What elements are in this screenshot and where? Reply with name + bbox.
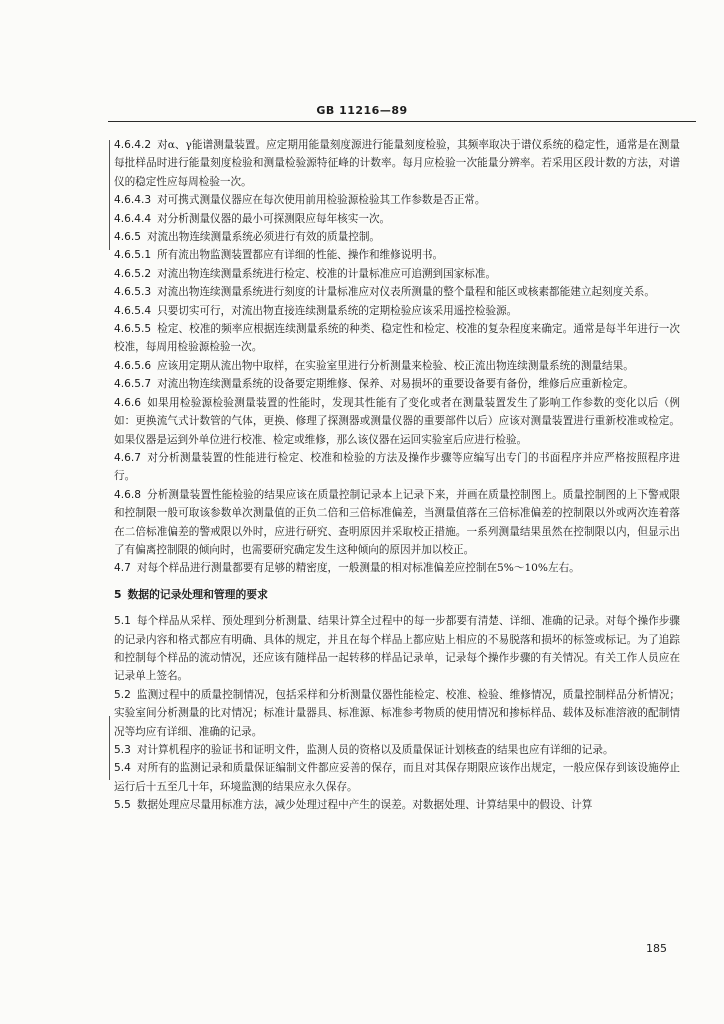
margin-scan-mark: [109, 716, 110, 780]
document-body: [114, 136, 680, 815]
page-number: 185: [646, 942, 667, 955]
paragraph-5-2: 5.2 监测过程中的质量控制情况，包括采样和分析测量仪器性能检定、校准、检验、维修情况，质量控制样品分析情况；实验室间分析测量的比对情况；标准计量器具、标准源、标准参考物质的使用情况和掺标样品、载体及标准溶液的配制情况等均应有详细、准确的记录。: [114, 688, 680, 738]
paragraph-4-6-5-1: 4.6.5.1 所有流出物监测装置都应有详细的性能、操作和维修说明书。: [114, 249, 444, 262]
paragraph-4-6-4-2: 4.6.4.2 对α、γ能谱测量装置。应定期用能量刻度源进行能量刻度检验，其频率取决于谱仪系统的稳定性，通常是在测量每批样品时进行能量刻度检验和测量检验源特征峰的计数率。每月应检验一次能量分辨率。若采用区段计数的方法，对谱仪的稳定性应每周检验一次。: [114, 139, 680, 188]
paragraph-5-4: 5.4 对所有的监测记录和质量保证编制文件都应妥善的保存，而且对其保存期限应该作出规定，一般应保存到该设施停止运行后十五至几十年，环境监测的结果应永久保存。: [114, 762, 680, 793]
paragraph-5-5: 5.5 数据处理应尽量用标准方法，减少处理过程中产生的误差。对数据处理、计算结果中的假设、计算: [114, 799, 593, 812]
paragraph-5-3: 5.3 对计算机程序的验证书和证明文件，监测人员的资格以及质量保证计划核查的结果也应有详细的记录。: [114, 744, 614, 756]
section-heading-5: 5 数据的记录处理和管理的要求: [114, 587, 268, 601]
paragraph-4-6-5-2: 4.6.5.2 对流出物连续测量系统进行检定、校准的计量标准应可追溯到国家标准。: [114, 267, 497, 280]
paragraph-4-6-5: 4.6.5 对流出物连续测量系统必须进行有效的质量控制。: [114, 231, 381, 244]
margin-scan-mark: [109, 140, 110, 250]
header-rule: [108, 121, 696, 122]
paragraph-4-6-5-7: 4.6.5.7 对流出物连续测量系统的设备要定期维修、保养、对易损坏的重要设备要有备份，维修后应重新检定。: [114, 378, 634, 391]
paragraph-4-6-6: 4.6.6 如果用检验源检验测量装置的性能时，发现其性能有了变化或者在测量装置发生了影响工作参数的变化以后（例如：更换流气式计数管的气体，更换、修理了探测器或测量仪器的重要部件以后）应该对测量装置进行重新校准或检定。如果仪器是运到外单位进行校准、检定或维修，那么该仪器在运回实验室后应进行检验。: [114, 396, 680, 446]
paragraph-4-6-4-3: 4.6.4.3 对可携式测量仪器应在每次使用前用检验源检验其工作参数是否正常。: [114, 194, 486, 207]
paragraph-4-6-5-6: 4.6.5.6 应该用定期从流出物中取样，在实验室里进行分析测量来检验、校正流出物连续测量系统的测量结果。: [114, 359, 634, 372]
paragraph-4-6-8: 4.6.8 分析测量装置性能检验的结果应该在质量控制记录本上记录下来，并画在质量控制图上。质量控制图的上下警戒限和控制限一般可取该参数单次测量值的正负二倍和三倍标准偏差，当测量值落在三倍标准偏差的控制限以外或两次连着落在二倍标准偏差的警戒限以外时，应进行研究、查明原因并采取校正措施。一系列测量结果虽然在控制限以内，但显示出了有偏离控制限的倾向时，也需要研究确定发生这种倾向的原因并加以校正。: [114, 488, 680, 556]
paragraph-4-6-5-3: 4.6.5.3 对流出物连续测量系统进行刻度的计量标准应对仪表所测量的整个量程和能区或核素都能建立起刻度关系。: [114, 286, 655, 299]
paragraph-4-6-4-4: 4.6.4.4 对分析测量仪器的最小可探测限应每年核实一次。: [114, 212, 391, 225]
paragraph-4-6-7: 4.6.7 对分析测量装置的性能进行检定、校准和检验的方法及操作步骤等应编写出专门的书面程序并应严格按照程序进行。: [114, 451, 680, 483]
paragraph-4-6-5-4: 4.6.5.4 只要切实可行，对流出物直接连续测量系统的定期检验应该采用遥控检验源。: [114, 304, 518, 317]
document-header: GB 11216—89: [316, 104, 408, 117]
paragraph-5-1: 5.1 每个样品从采样、预处理到分析测量、结果计算全过程中的每一步都要有清楚、详细、准确的记录。对每个操作步骤的记录内容和格式都应有明确、具体的规定，并且在每个样品上都应贴上相应的不易脱落和损坏的标签或标记。为了追踪和控制每个样品的流动情况，还应该有随样品一起转移的样品记录单，记录每个操作步骤的有关情况。有关工作人员应在记录单上签名。: [114, 615, 680, 683]
paragraph-4-6-5-5: 4.6.5.5 检定、校准的频率应根据连续测量系统的种类、稳定性和检定、校准的复杂程度来确定。通常是每半年进行一次校准，每周用检验源检验一次。: [114, 323, 680, 354]
paragraph-4-7: 4.7 对每个样品进行测量都要有足够的精密度，一般测量的相对标准偏差应控制在5%～10%左右。: [114, 562, 580, 575]
